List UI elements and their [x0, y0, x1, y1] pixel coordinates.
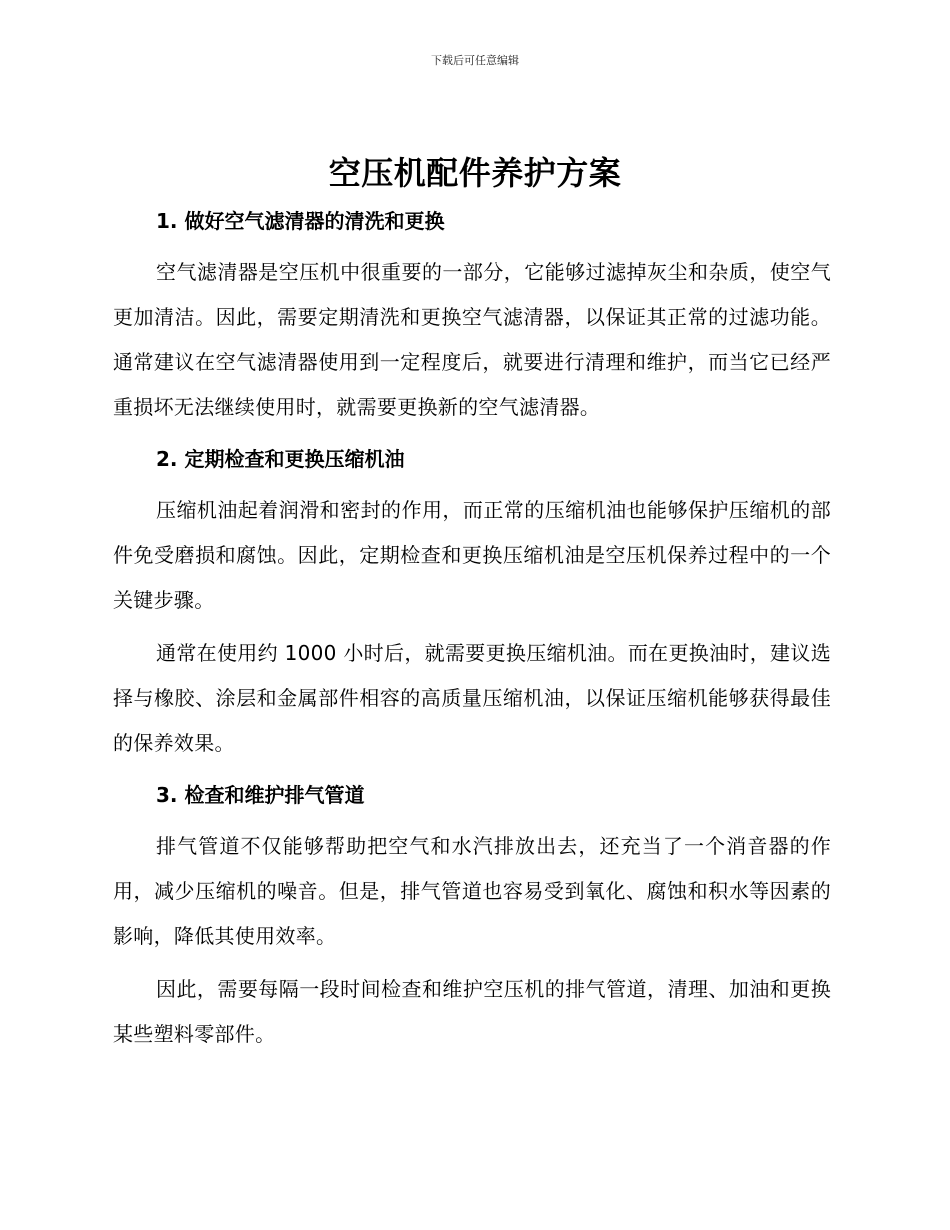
section-3-paragraph-1: 排气管道不仅能够帮助把空气和水汽排放出去，还充当了一个消音器的作用，减少压缩机的噪音。但是，排气管道也容易受到氧化、腐蚀和积水等因素的影响，降低其使用效率。 — [113, 834, 831, 948]
section-heading-1: 1. 做好空气滤清器的清洗和更换 — [156, 209, 445, 233]
section-2-paragraph-2: 通常在使用约 1000 小时后，就需要更换压缩机油。而在更换油时，建议选择与橡胶、涂层和金属部件相容的高质量压缩机油，以保证压缩机能够获得最佳的保养效果。 — [113, 641, 831, 755]
section-heading-3: 3. 检查和维护排气管道 — [156, 783, 365, 807]
document-body — [113, 200, 831, 1057]
section-2-paragraph-1: 压缩机油起着润滑和密封的作用，而正常的压缩机油也能够保护压缩机的部件免受磨损和腐蚀。因此，定期检查和更换压缩机油是空压机保养过程中的一个关键步骤。 — [113, 498, 831, 612]
document-title: 空压机配件养护方案 — [328, 154, 622, 192]
section-heading-2: 2. 定期检查和更换压缩机油 — [156, 447, 405, 471]
section-3-paragraph-2: 因此，需要每隔一段时间检查和维护空压机的排气管道，清理、加油和更换某些塑料零部件。 — [113, 977, 831, 1046]
page-header-note: 下载后可任意编辑 — [431, 54, 519, 67]
section-1-paragraph-1: 空气滤清器是空压机中很重要的一部分，它能够过滤掉灰尘和杂质，使空气更加清洁。因此，需要定期清洗和更换空气滤清器，以保证其正常的过滤功能。通常建议在空气滤清器使用到一定程度后，就要进行清理和维护，而当它已经严重损坏无法继续使用时，就需要更换新的空气滤清器。 — [113, 260, 831, 419]
